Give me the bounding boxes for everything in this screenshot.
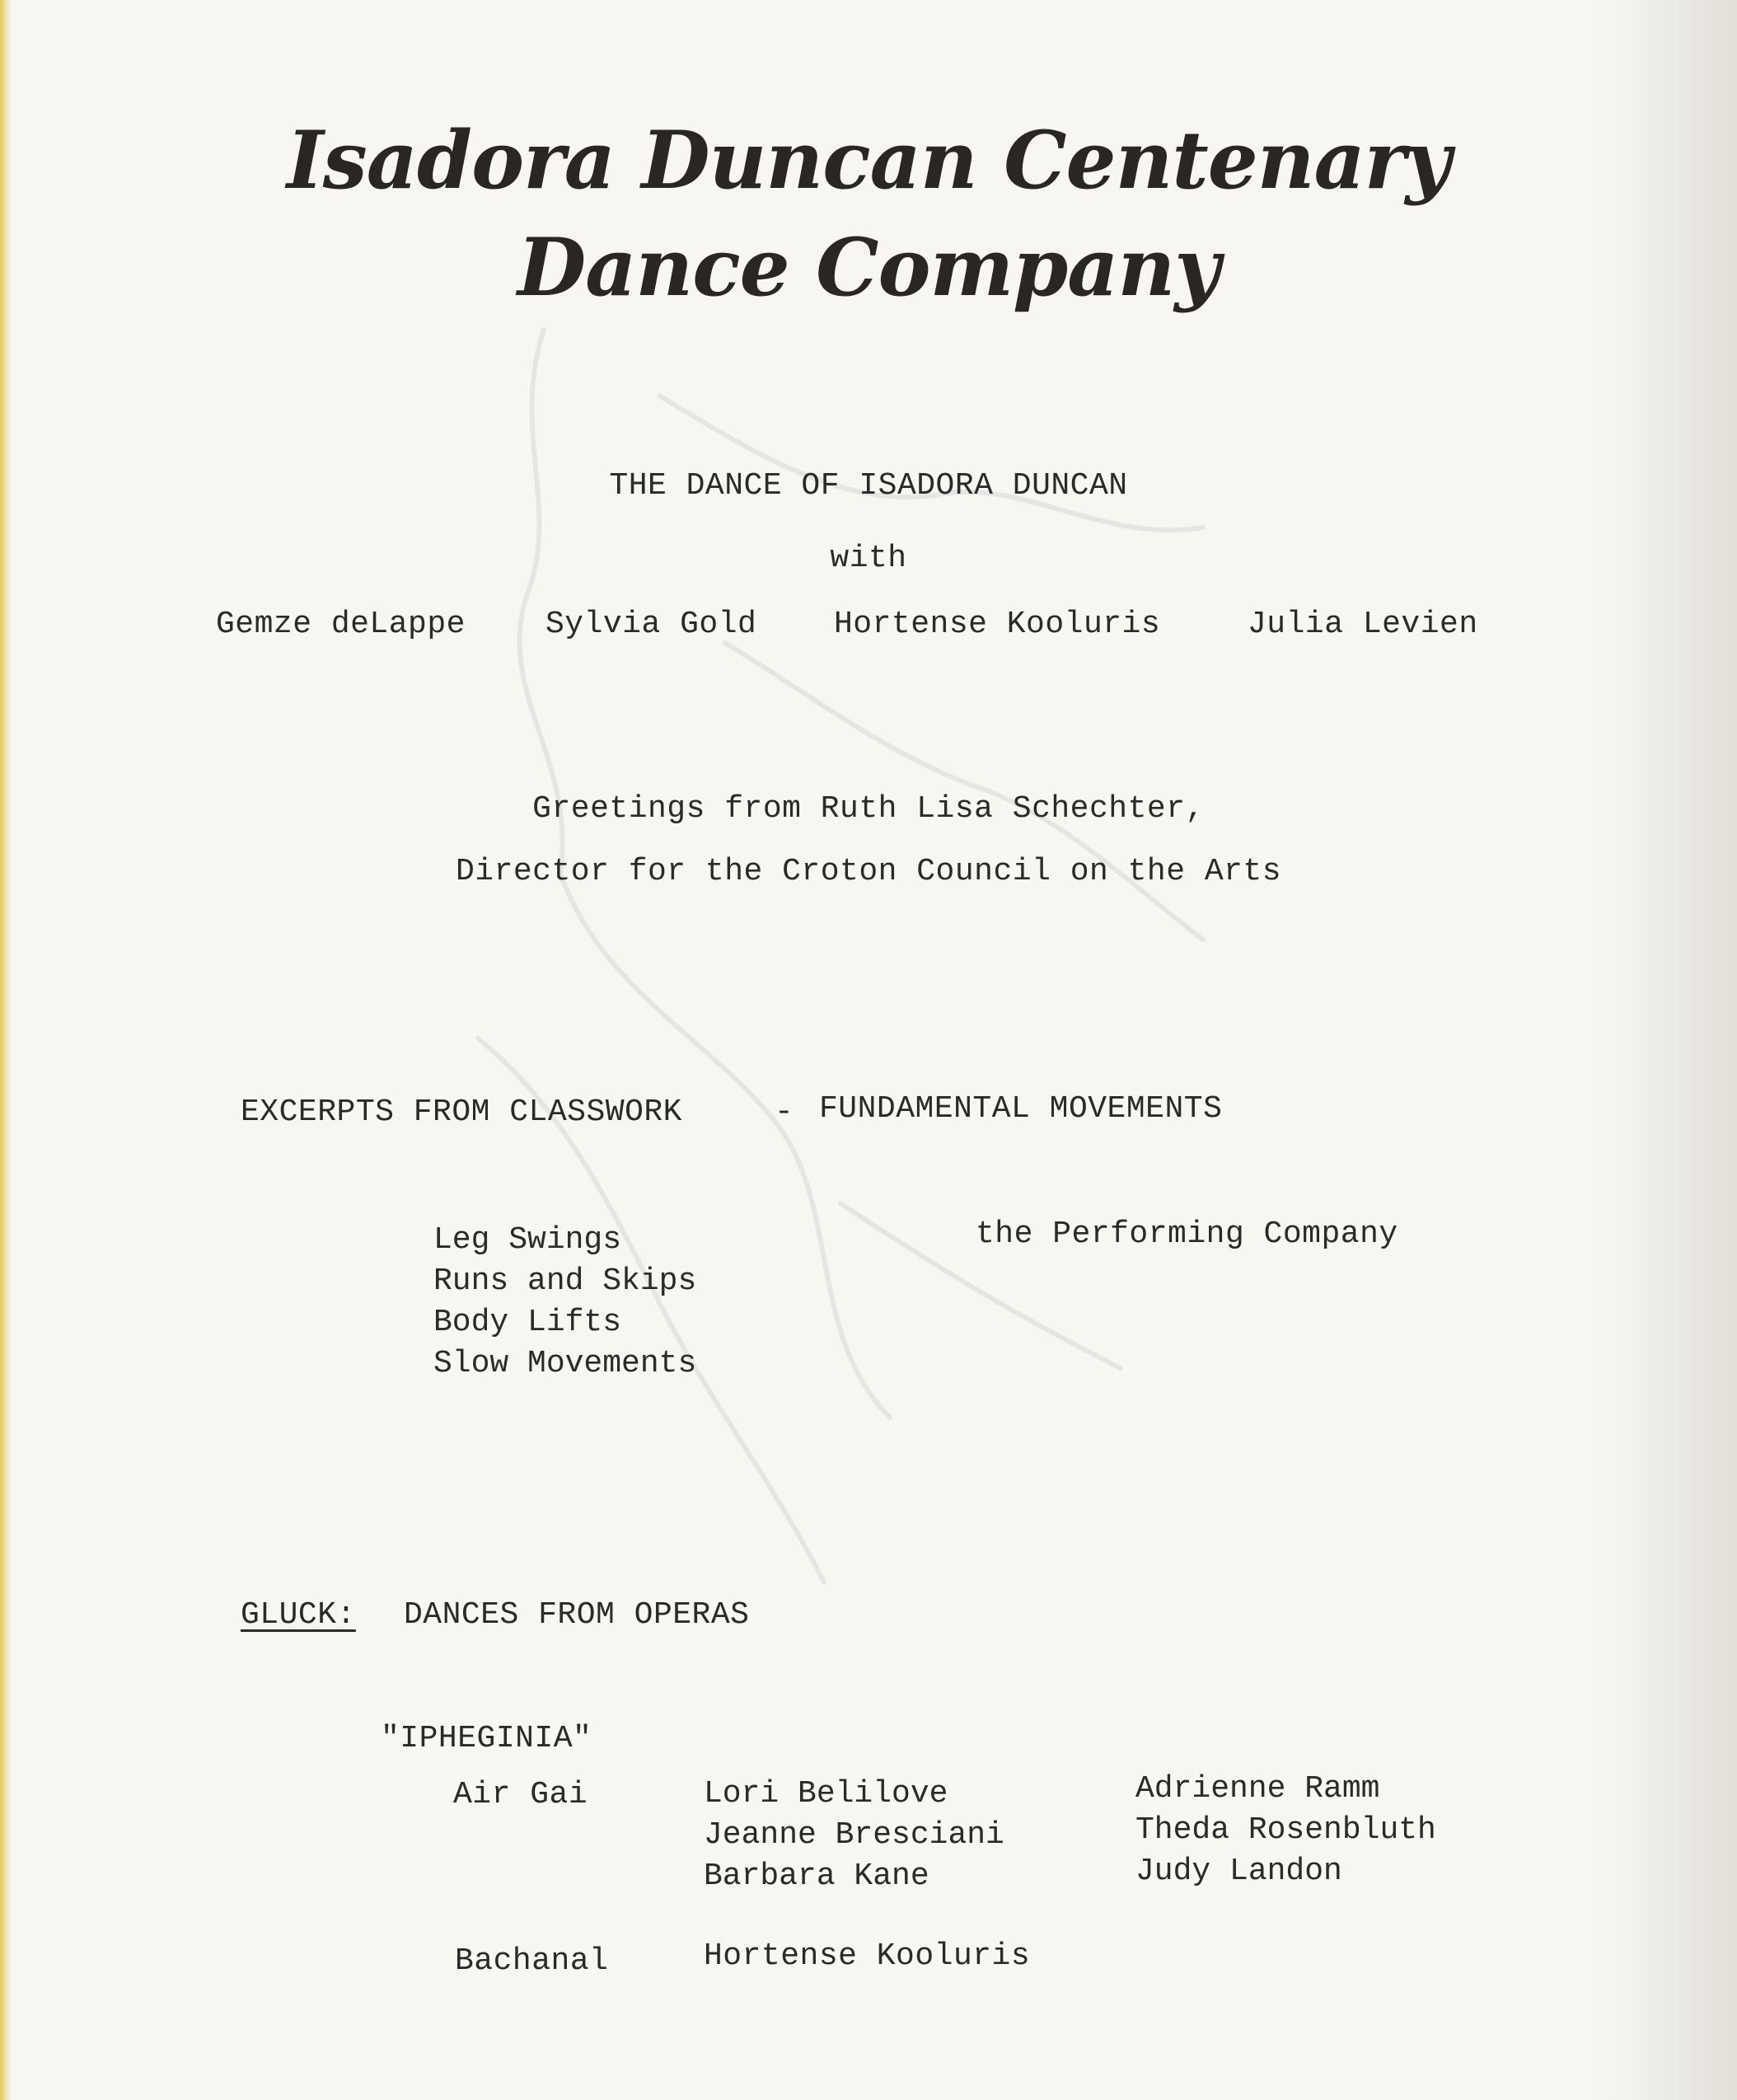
- program-heading: THE DANCE OF ISADORA DUNCAN: [609, 468, 1128, 504]
- cast-name: Judy Landon: [1135, 1854, 1342, 1889]
- greeting-line-2: Director for the Croton Council on the Arts: [455, 854, 1282, 889]
- page-title: Isadora Duncan Centenary: [286, 114, 1451, 207]
- cast-name: Jeanne Bresciani: [704, 1817, 1004, 1853]
- air-gai-cast-col-2: [1135, 1769, 1436, 1892]
- dance-title-air-gai: Air Gai: [453, 1777, 588, 1812]
- opera-title: "IPHEGINIA": [381, 1721, 592, 1756]
- gluck-heading: DANCES FROM OPERAS: [404, 1597, 750, 1633]
- dancer-name: Sylvia Gold: [545, 607, 757, 642]
- cast-name: Lori Belilove: [704, 1776, 948, 1812]
- heading-dash: -: [775, 1095, 794, 1130]
- fundamental-movements-heading: FUNDAMENTAL MOVEMENTS: [819, 1091, 1223, 1127]
- list-item: Body Lifts: [433, 1305, 622, 1340]
- air-gai-cast-col-1: [704, 1774, 1004, 1897]
- page-subtitle: Dance Company: [517, 221, 1220, 314]
- dance-title-bachanal: Bachanal: [455, 1943, 609, 1979]
- list-item: Slow Movements: [433, 1346, 697, 1381]
- list-item: Leg Swings: [433, 1222, 622, 1258]
- with-label: with: [830, 541, 907, 576]
- list-item: Runs and Skips: [433, 1263, 697, 1299]
- bachanal-cast: Hortense Kooluris: [704, 1938, 1031, 1974]
- greeting-line-1: Greetings from Ruth Lisa Schechter,: [532, 791, 1205, 827]
- dancer-name: Hortense Kooluris: [834, 607, 1161, 642]
- dancer-name: Gemze deLappe: [216, 607, 466, 642]
- dancer-name: Julia Levien: [1248, 607, 1478, 642]
- gluck-label: GLUCK:: [241, 1597, 356, 1633]
- classwork-heading: EXCERPTS FROM CLASSWORK: [241, 1095, 682, 1130]
- cast-name: Barbara Kane: [704, 1859, 929, 1894]
- cast-name: Theda Rosenbluth: [1135, 1812, 1436, 1848]
- performers-credit: the Performing Company: [976, 1216, 1398, 1252]
- movements-list: [433, 1220, 696, 1385]
- cast-name: Adrienne Ramm: [1135, 1771, 1380, 1807]
